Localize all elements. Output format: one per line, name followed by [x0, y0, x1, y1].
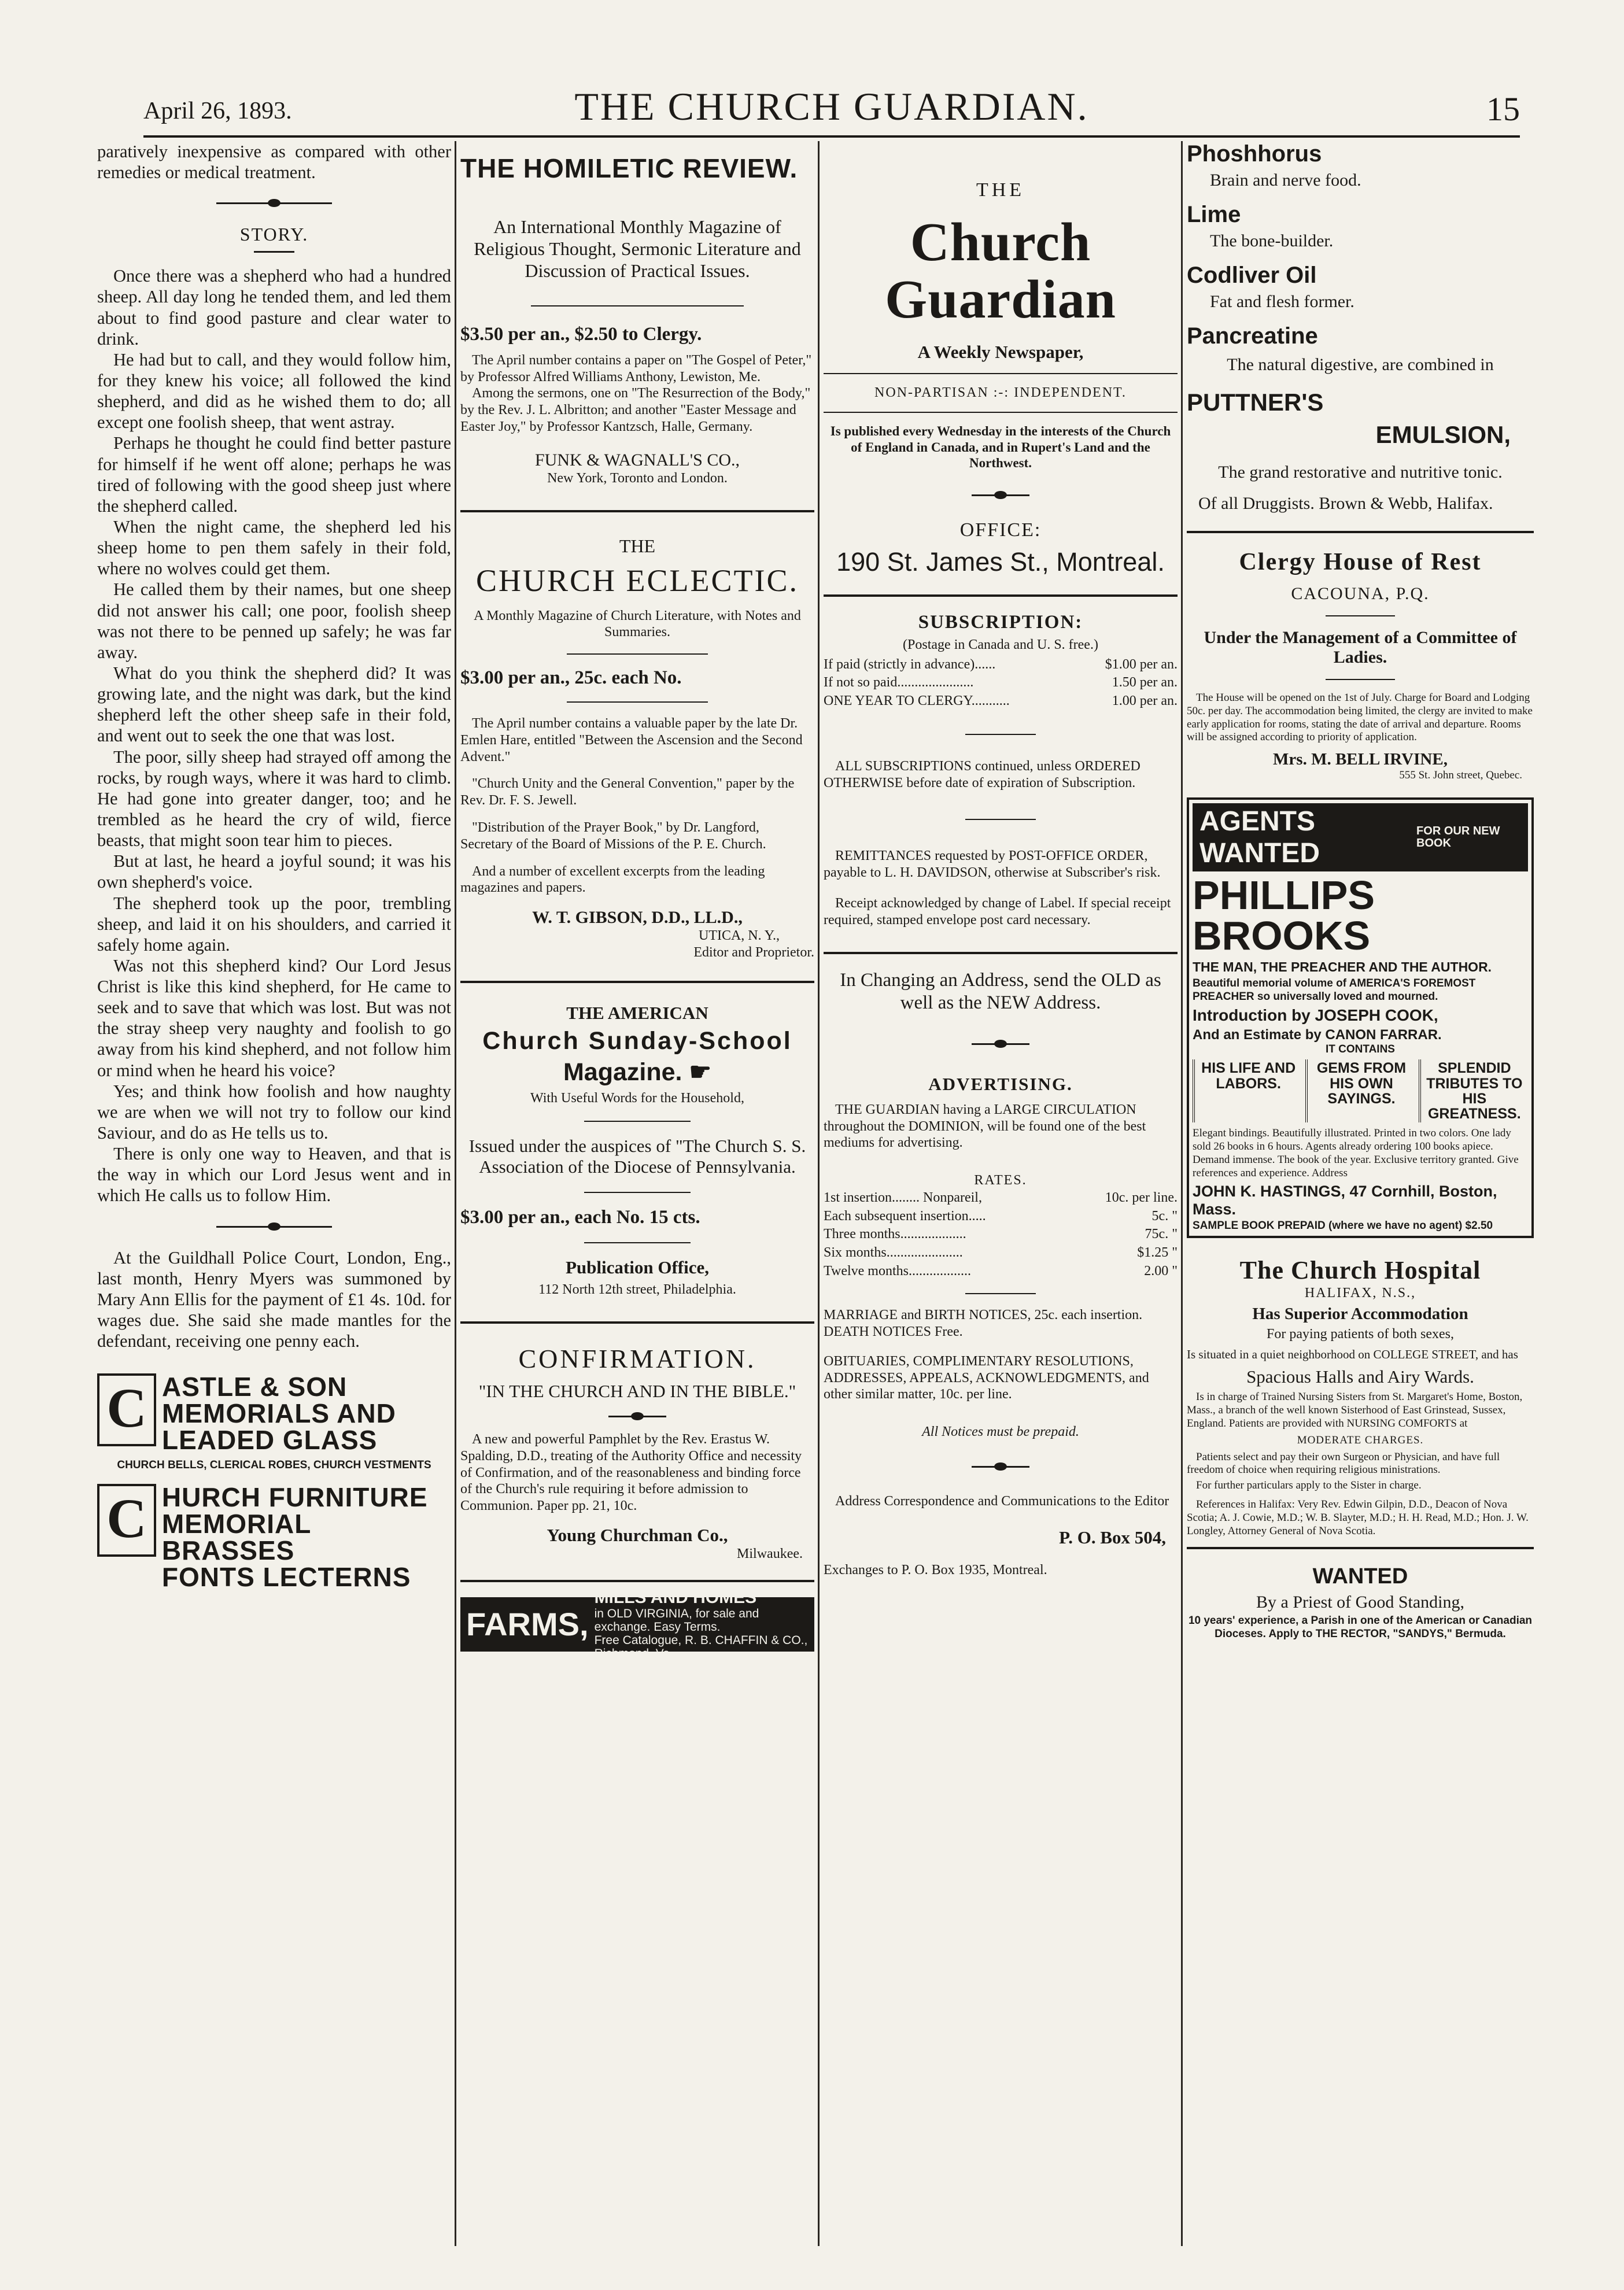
address-correspondence: Address Correspondence and Communications to the Editor: [835, 1494, 1169, 1509]
divider: [824, 412, 1178, 413]
product-name: Lime: [1187, 202, 1241, 227]
farms-ad-line: Free Catalogue, R. B. CHAFFIN & CO., Richmond, Va.: [594, 1634, 808, 1661]
clergy-house-management: Under the Management of a Committee of Ladies.: [1204, 628, 1517, 667]
po-box: P. O. Box 504,: [1059, 1527, 1166, 1547]
ornamental-initial: C: [97, 1484, 156, 1557]
subscription-table: [824, 656, 1178, 711]
product-name: Codliver Oil: [1187, 263, 1317, 288]
hospital-charge: Is in charge of Trained Nursing Sisters from St. Margaret's Home, Boston, Mass., a branch of the well known Sisterhood of East Grinstead, Sussex, England. Patients are provided with NURSING COMFORTS at: [1187, 1391, 1523, 1430]
agents-wanted: AGENTS WANTED: [1199, 806, 1320, 869]
puttner-name: PUTTNER'S: [1187, 389, 1324, 416]
rate-value: 5c. ": [1151, 1208, 1178, 1224]
homiletic-note: The April number contains a paper on "The Gospel of Peter," by Professor Alfred Williams Anthony, Lewiston, Me.: [460, 352, 812, 385]
rate-value: 2.00 ": [1144, 1263, 1178, 1279]
clergy-house-title: Clergy House of Rest: [1239, 549, 1482, 575]
phillips-brooks-intro: Introduction by JOSEPH COOK,: [1193, 1006, 1438, 1024]
advertising-title: ADVERTISING.: [928, 1073, 1073, 1094]
column-divider: [455, 141, 456, 2246]
divider: [460, 981, 814, 983]
sunday-school-title: Church Sunday-School: [482, 1026, 792, 1055]
castle-son-ad: [97, 1372, 451, 1456]
sunday-school-magazine: Magazine.: [563, 1058, 682, 1086]
farms-ad-line: in OLD VIRGINIA, for sale and exchange. Easy Terms.: [594, 1607, 759, 1634]
ad-line: ASTLE & SON: [162, 1372, 348, 1402]
column-divider: [818, 141, 820, 2246]
confirmation-publisher-location: Milwaukee.: [737, 1546, 803, 1561]
running-header: [143, 82, 1520, 134]
phillips-brooks-sub: THE MAN, THE PREACHER AND THE AUTHOR.: [1193, 959, 1492, 974]
story-body: [97, 265, 451, 1206]
subscription-continued: ALL SUBSCRIPTIONS continued, unless ORDERED OTHERWISE before date of expiration of Subscription.: [824, 758, 1141, 791]
rates-title: RATES.: [974, 1173, 1027, 1188]
puttner-sold: Of all Druggists. Brown & Webb, Halifax.: [1198, 494, 1493, 513]
divider: [584, 1192, 691, 1193]
divider: [1187, 531, 1534, 533]
product-name: Phoshhorus: [1187, 141, 1322, 167]
confirmation-subtitle: "IN THE CHURCH AND IN THE BIBLE.": [478, 1380, 796, 1401]
homiletic-note: Among the sermons, one on "The Resurrection of the Body," by the Rev. J. L. Albritton; and another "Easter Message and Easter Joy," by Professor Kantzsch, Halle, Germany.: [460, 386, 811, 434]
rate-value: 10c. per line.: [1105, 1190, 1178, 1205]
ad-line: MEMORIALS AND: [162, 1398, 396, 1429]
sunday-school-price: $3.00 per an., each No. 15 cts.: [460, 1207, 700, 1228]
phillips-brooks-estimate: And an Estimate by CANON FARRAR.: [1193, 1026, 1442, 1043]
homiletic-publisher: FUNK & WAGNALL'S CO.,: [534, 450, 740, 470]
pointing-hand-icon: ☛: [689, 1058, 711, 1086]
publication-office: Publication Office,: [566, 1257, 709, 1278]
wanted-title: WANTED: [1312, 1564, 1408, 1589]
guildhall-item: At the Guildhall Police Court, London, Eng., last month, Henry Myers was summoned by Mary Ann Ellis for the payment of £1 4s. 10d. for wages due. She said she made mantles for the defendant, receiving one penny each.: [97, 1247, 451, 1351]
subscription-row-label: ONE YEAR TO CLERGY...........: [824, 693, 1010, 709]
rate-label: 1st insertion........ Nonpareil,: [824, 1190, 982, 1205]
wanted-line: By a Priest of Good Standing,: [1256, 1593, 1464, 1612]
wanted-desc: 10 years' experience, a Parish in one of the American or Canadian Dioceses. Apply to THE RECTOR, "SANDYS," Bermuda.: [1188, 1615, 1533, 1641]
subscription-row-value: 1.00 per an.: [1112, 693, 1178, 709]
rate-label: Twelve months..................: [824, 1263, 971, 1279]
product-list: [1187, 141, 1534, 375]
eclectic-title: CHURCH ECLECTIC.: [475, 563, 799, 598]
rate-label: Six months......................: [824, 1244, 963, 1260]
farms-ad-text: [595, 1588, 809, 1660]
divider: [216, 1226, 332, 1228]
guardian-published: Is published every Wednesday in the interests of the Church of England in Canada, and in Rupert's Land and the Northwest.: [830, 424, 1171, 471]
divider: [460, 1321, 814, 1324]
marriage-notices: MARRIAGE and BIRTH NOTICES, 25c. each insertion. DEATH NOTICES Free.: [824, 1307, 1143, 1340]
subscription-row-label: If paid (strictly in advance)......: [824, 656, 996, 672]
page-number: 15: [1486, 90, 1520, 128]
guardian-title: Church Guardian: [885, 212, 1116, 330]
rates-table: [824, 1189, 1178, 1280]
tribute-item: HIS LIFE AND LABORS.: [1193, 1059, 1302, 1122]
clergy-house-desc: The House will be opened on the 1st of July. Charge for Board and Lodging 50c. per day. The accommodation being limited, the clergy are invited to make early application for rooms, stating the date of arrival and departure. Rooms will be assigned according to priority of application.: [1187, 692, 1533, 744]
divider: [972, 1043, 1029, 1045]
story-paragraph: But at last, he heard a joyful sound; it was his own shepherd's voice.: [97, 851, 451, 892]
divider: [972, 1466, 1029, 1468]
divider: [1187, 1547, 1534, 1549]
ad-line: MEMORIAL BRASSES: [161, 1509, 311, 1566]
farms-ad: [460, 1588, 814, 1661]
rate-value: $1.25 ": [1137, 1244, 1178, 1260]
hospital-halls: Spacious Halls and Airy Wards.: [1246, 1366, 1474, 1387]
hospital-subtitle: Has Superior Accommodation: [1252, 1305, 1468, 1324]
divider: [216, 202, 332, 204]
phillips-brooks-binding: Elegant bindings. Beautifully illustrated. Printed in two colors. One lady sold 26 books in 6 hours. Agents already ordering 100 books apiece. Demand immense. The book of the year. Exclusive territory granted. Give references and experience. Address: [1193, 1127, 1519, 1179]
eclectic-note: "Distribution of the Prayer Book," by Dr. Langford, Secretary of the Board of Missions of the P. E. Church.: [460, 820, 766, 852]
divider: [965, 1293, 1036, 1294]
eclectic-note: And a number of excellent excerpts from the leading magazines and papers.: [460, 863, 765, 896]
story-paragraph: He called them by their names, but one sheep did not answer his call; one poor, foolish sheep was not there to be penned up safely; he was far away.: [97, 579, 451, 662]
ad-footer: CHURCH BELLS, CLERICAL ROBES, CHURCH VESTMENTS: [117, 1459, 431, 1472]
divider: [567, 701, 708, 703]
sunday-school-tagline: With Useful Words for the Household,: [530, 1090, 744, 1106]
agents-wanted-bar: [1193, 803, 1528, 871]
divider: [965, 734, 1036, 735]
subscription-title: SUBSCRIPTION:: [918, 611, 1083, 633]
tribute-boxes: [1193, 1059, 1528, 1122]
story-paragraph: The poor, silly sheep had strayed off among the rocks, by rough ways, where it was hard to climb. He had gone into greater danger, too; and he trembled as he heard the cry of wild, fierce beasts, that might soon tear him to pieces.: [97, 747, 451, 851]
office-label: OFFICE:: [959, 519, 1042, 541]
column-1: [97, 141, 451, 2250]
farms-ad-headline: FARMS,: [466, 1606, 589, 1643]
office-address: 190 St. James St., Montreal.: [836, 546, 1165, 577]
product-desc: Brain and nerve food.: [1210, 171, 1361, 190]
hospital-references: References in Halifax: Very Rev. Edwin Gilpin, D.D., Deacon of Nova Scotia; A. J. Cowie, M.D.; W. B. Slayter, M.D.; H. H. Read, M.D.; Hon. J. W. Longley, Attorney General of Nova Scotia.: [1187, 1498, 1529, 1537]
contains-label: IT CONTAINS: [1326, 1043, 1395, 1055]
eclectic-editor-location: UTICA, N. Y.,: [698, 928, 780, 944]
ad-line: LEADED GLASS: [162, 1425, 378, 1456]
hospital-apply: For further particulars apply to the Sister in charge.: [1196, 1479, 1422, 1492]
clergy-house-address: 555 St. John street, Quebec.: [1399, 769, 1522, 782]
column-3: [824, 141, 1178, 2250]
product-desc: The bone-builder.: [1210, 231, 1334, 250]
homiletic-publisher-location: New York, Toronto and London.: [547, 470, 728, 486]
exchanges-address: Exchanges to P. O. Box 1935, Montreal.: [824, 1562, 1047, 1578]
farms-ad-line: MILLS AND HOMES: [594, 1588, 757, 1608]
publication-address: 112 North 12th street, Philadelphia.: [538, 1282, 736, 1298]
header-rule: [143, 135, 1520, 138]
sunday-school-the: THE AMERICAN: [566, 1002, 708, 1023]
divider: [584, 1121, 691, 1122]
hospital-situated: Is situated in a quiet neighborhood on COLLEGE STREET, and has: [1187, 1347, 1518, 1362]
sunday-school-title-2: [460, 1058, 814, 1087]
column-divider: [1181, 141, 1183, 2246]
story-title: STORY.: [239, 224, 309, 245]
homiletic-price: $3.50 per an., $2.50 to Clergy.: [460, 323, 702, 345]
rate-value: 75c. ": [1145, 1227, 1178, 1242]
divider: [824, 594, 1178, 597]
divider: [824, 373, 1178, 374]
hospital-title: The Church Hospital: [1239, 1255, 1481, 1284]
advertising-desc: THE GUARDIAN having a LARGE CIRCULATION throughout the DOMINION, will be found one of the best mediums for advertising.: [824, 1102, 1146, 1151]
guardian-the: THE: [976, 179, 1025, 201]
hospital-select: Patients select and pay their own Surgeon or Physician, and have full freedom of choice when requiring religious ministrations.: [1187, 1450, 1500, 1476]
phillips-brooks-title: PHILLIPS BROOKS: [1193, 872, 1375, 958]
divider: [460, 1580, 814, 1582]
eclectic-desc: A Monthly Magazine of Church Literature, with Notes and Summaries.: [474, 608, 801, 640]
guardian-subtitle: A Weekly Newspaper,: [917, 342, 1084, 363]
product-name: Pancreatine: [1187, 323, 1318, 349]
product-desc: Fat and flesh former.: [1210, 292, 1354, 311]
ad-line: HURCH FURNITURE: [161, 1482, 428, 1513]
moderate-charges: MODERATE CHARGES.: [1297, 1434, 1424, 1446]
guardian-tag: NON-PARTISAN :-: INDEPENDENT.: [874, 385, 1127, 401]
changing-address: In Changing an Address, send the OLD as well as the NEW Address.: [840, 969, 1161, 1013]
newspaper-title: THE CHURCH GUARDIAN.: [574, 84, 1089, 128]
hospital-location: HALIFAX, N.S.,: [1304, 1285, 1416, 1301]
subscription-row-value: $1.00 per an.: [1105, 656, 1178, 672]
subscription-row-value: 1.50 per an.: [1112, 675, 1178, 690]
divider: [531, 305, 743, 306]
prepaid-notice: All Notices must be prepaid.: [922, 1424, 1079, 1440]
eclectic-note: The April number contains a valuable paper by the late Dr. Emlen Hare, entitled "Between the Ascension and the Second Advent.": [460, 716, 803, 764]
clergy-house-location: CACOUNA, P.Q.: [1291, 584, 1430, 603]
clergy-house-contact: Mrs. M. BELL IRVINE,: [1273, 750, 1448, 769]
church-furniture-ad: [97, 1482, 451, 1593]
ornamental-initial: C: [97, 1373, 156, 1446]
divider: [567, 653, 708, 655]
eclectic-price: $3.00 per an., 25c. each No.: [460, 667, 682, 689]
divider: [1326, 615, 1395, 616]
issue-date: April 26, 1893.: [143, 98, 292, 124]
eclectic-the: THE: [619, 535, 656, 556]
tribute-item: SPLENDID TRIBUTES TO HIS GREATNESS.: [1419, 1059, 1528, 1122]
divider: [1326, 679, 1395, 680]
divider: [584, 1242, 691, 1243]
tribute-item: GEMS FROM HIS OWN SAYINGS.: [1305, 1059, 1415, 1122]
rate-label: Each subsequent insertion.....: [824, 1208, 986, 1224]
story-paragraph: Yes; and think how foolish and how naughty we are when we will not try to follow our kind Saviour, and do as He tells us to.: [97, 1081, 451, 1143]
hospital-for: For paying patients of both sexes,: [1267, 1327, 1454, 1342]
story-paragraph: Was not this shepherd kind? Our Lord Jesus Christ is like this kind shepherd, for He came to seek and to save that which was lost. But was not the stray sheep very naughty and foolish to go away from his kind shepherd, and not follow him or mind when he heard his voice?: [97, 955, 451, 1080]
subscription-row-label: If not so paid......................: [824, 675, 974, 690]
homiletic-desc: An International Monthly Magazine of Religious Thought, Sermonic Literature and Discussion of Practical Issues.: [474, 216, 801, 281]
remittances: REMITTANCES requested by POST-OFFICE ORDER, payable to L. H. DAVIDSON, otherwise at Subscriber's risk.: [824, 848, 1161, 881]
story-paragraph: There is only one way to Heaven, and that is the way in which our Lord Jesus went and in which He calls us to follow Him.: [97, 1144, 451, 1206]
divider: [972, 494, 1029, 496]
subscription-note: (Postage in Canada and U. S. free.): [903, 637, 1098, 652]
story-paragraph: What do you think the shepherd did? It was growing late, and the night was dark, but the kind shepherd left the other sheep safe in their fold, and went out to seek the one that was lost.: [97, 663, 451, 746]
story-paragraph: Perhaps he thought he could find better pasture for himself if he went off alone; perhaps he was tired of following with the good sheep just where the shepherd called.: [97, 433, 451, 516]
homiletic-title: THE HOMILETIC REVIEW.: [460, 153, 798, 183]
column-2: [460, 141, 814, 2250]
divider: [965, 819, 1036, 820]
sample-book: SAMPLE BOOK PREPAID (where we have no agent) $2.50: [1193, 1219, 1493, 1232]
divider: [460, 510, 814, 512]
eclectic-editor: W. T. GIBSON, D.D., LL.D.,: [532, 908, 743, 928]
story-paragraph: The shepherd took up the poor, trembling sheep, and laid it on his shoulders, and carried it safely home again.: [97, 893, 451, 955]
product-desc: The natural digestive, are combined in: [1227, 355, 1494, 374]
ad-line: FONTS LECTERNS: [161, 1562, 411, 1593]
eclectic-editor-role: Editor and Proprietor.: [693, 945, 814, 961]
puttner-emulsion: EMULSION,: [1375, 421, 1511, 448]
receipt-note: Receipt acknowledged by change of Label. If special receipt required, stamped envelope post card necessary.: [824, 895, 1171, 928]
sunday-school-issued: Issued under the auspices of "The Church S. S. Association of the Diocese of Pennsylvania.: [468, 1135, 806, 1177]
obituaries-notice: OBITUARIES, COMPLIMENTARY RESOLUTIONS, ADDRESSES, APPEALS, ACKNOWLEDGMENTS, and other similar matter, 10c. per line.: [824, 1353, 1149, 1402]
story-paragraph: When the night came, the shepherd led his sheep home to pen them safely in their fold, where no wolves could get them.: [97, 516, 451, 579]
puttner-desc: The grand restorative and nutritive tonic.: [1218, 463, 1503, 482]
story-paragraph: Once there was a shepherd who had a hundred sheep. All day long he tended them, and led them about to find good pasture and clear water to drink.: [97, 266, 451, 349]
phillips-brooks-ad: [1187, 797, 1534, 1238]
rate-label: Three months...................: [824, 1227, 966, 1242]
phillips-brooks-desc: Beautiful memorial volume of AMERICA'S FOREMOST PREACHER so universally loved and mourned.: [1193, 977, 1476, 1003]
confirmation-title: CONFIRMATION.: [518, 1343, 756, 1373]
continued-text: paratively inexpensive as compared with other remedies or medical treatment.: [97, 142, 451, 183]
column-4: [1187, 141, 1534, 2250]
agents-wanted-sub: FOR OUR NEW BOOK: [1416, 824, 1500, 849]
eclectic-note: "Church Unity and the General Convention," paper by the Rev. Dr. F. S. Jewell.: [460, 776, 795, 808]
divider: [824, 952, 1178, 954]
hastings-address: JOHN K. HASTINGS, 47 Cornhill, Boston, Mass.: [1193, 1182, 1497, 1218]
divider: [608, 1416, 666, 1417]
divider: [254, 251, 294, 253]
story-paragraph: He had but to call, and they would follow him, for they knew his voice; all followed the kind shepherd, and did as he wished them to do; all except one foolish sheep, that went astray.: [97, 349, 451, 433]
confirmation-desc: A new and powerful Pamphlet by the Rev. Erastus W. Spalding, D.D., treating of the Authority Office and necessity of Confirmation, and of the reasonableness and binding force of the Church's rule requiring it before admission to Communion. Paper pp. 21, 10c.: [460, 1431, 802, 1514]
confirmation-publisher: Young Churchman Co.,: [547, 1524, 728, 1545]
